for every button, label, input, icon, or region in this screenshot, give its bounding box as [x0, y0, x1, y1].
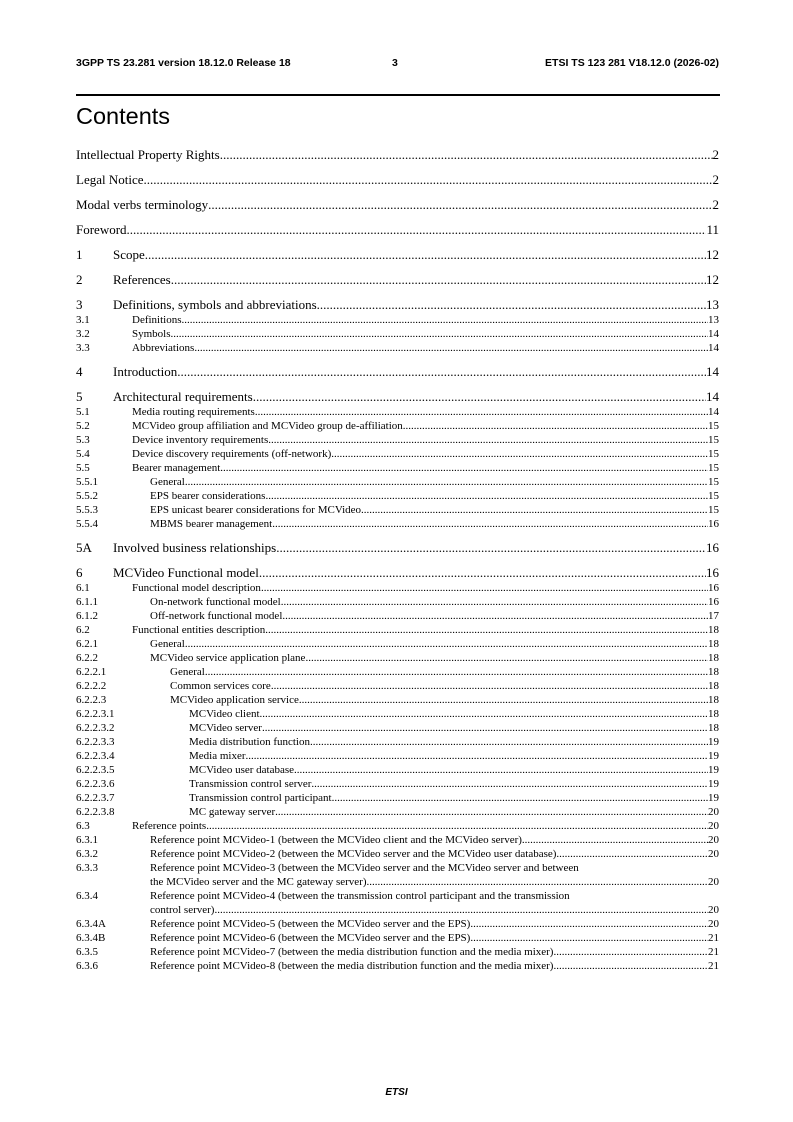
header-rule: [76, 94, 720, 96]
toc-entry[interactable]: [76, 364, 719, 380]
toc-entry-page: 2: [712, 147, 719, 162]
toc-entry-page: 19: [708, 778, 719, 790]
toc-entry[interactable]: [76, 889, 719, 917]
toc-entry[interactable]: [76, 847, 719, 861]
toc-entry-number: 6.2.2.3.3: [76, 736, 115, 748]
toc-leader-dots: [206, 819, 708, 833]
toc-leader-dots: [145, 247, 706, 263]
toc-entry[interactable]: [76, 147, 719, 163]
toc-leader-dots: [246, 749, 708, 763]
toc-entry[interactable]: [76, 581, 719, 595]
page-footer: ETSI: [385, 1087, 408, 1098]
toc-entry-number: 5.4: [76, 448, 90, 460]
toc-entry-number: 3.2: [76, 328, 90, 340]
toc-entry-page: 18: [708, 666, 719, 678]
toc-entry-title: Reference point MCVideo-4 (between the transmission control participant and the transmission: [150, 890, 570, 902]
toc-entry[interactable]: [76, 341, 719, 355]
toc-entry-page: 16: [708, 518, 719, 530]
toc-entry-page: 16: [706, 540, 719, 555]
toc-entry-title: General: [170, 666, 205, 678]
toc-entry[interactable]: [76, 405, 719, 419]
toc-entry-title: MCVideo group affiliation and MCVideo group de-affiliation: [132, 420, 403, 432]
header-page-number: 3: [392, 57, 398, 69]
toc-entry-page: 20: [708, 834, 719, 846]
toc-entry-page: 2: [712, 197, 719, 212]
toc-leader-dots: [553, 959, 708, 973]
toc-entry-number: 5.1: [76, 406, 90, 418]
toc-entry-title: Legal Notice: [76, 172, 144, 187]
toc-entry-title: EPS unicast bearer considerations for MCVideo: [150, 504, 362, 516]
toc-entry[interactable]: [76, 540, 719, 556]
toc-entry[interactable]: [76, 475, 719, 489]
toc-entry-number: 6.3.6: [76, 960, 98, 972]
toc-leader-dots: [294, 763, 708, 777]
toc-entry-number: 3.3: [76, 342, 90, 354]
toc-entry-page: 15: [708, 434, 719, 446]
toc-leader-dots: [214, 903, 708, 917]
toc-entry-title: MCVideo server: [189, 722, 262, 734]
toc-entry[interactable]: [76, 931, 719, 945]
toc-entry-page: 14: [708, 342, 719, 354]
toc-entry-number: 5.5.4: [76, 518, 98, 530]
toc-entry-page: 13: [706, 297, 719, 312]
toc-entry[interactable]: [76, 833, 719, 847]
toc-entry-title: References: [113, 272, 171, 287]
toc-entry-title: MCVideo user database: [189, 764, 295, 776]
toc-entry-page: 18: [708, 694, 719, 706]
toc-entry-number: 6.2.2.3.5: [76, 764, 115, 776]
toc-entry-number: 2: [76, 272, 83, 287]
toc-leader-dots: [171, 272, 706, 288]
toc-leader-dots: [127, 222, 707, 238]
toc-entry-title: Reference point MCVideo-5 (between the MCVideo server and the EPS): [150, 918, 471, 930]
toc-entry-number: 6.2.2.1: [76, 666, 107, 678]
toc-entry-title: MCVideo service application plane: [150, 652, 306, 664]
toc-entry-page: 18: [708, 624, 719, 636]
toc-entry-title: Reference point MCVideo-2 (between the MCVideo server and the MCVideo user database): [150, 848, 557, 860]
toc-leader-dots: [281, 595, 708, 609]
toc-entry-number: 3: [76, 297, 83, 312]
toc-entry-title: Functional model description: [132, 582, 261, 594]
toc-entry-page: 20: [708, 848, 719, 860]
toc-leader-dots: [403, 419, 708, 433]
toc-entry-page: 16: [708, 596, 719, 608]
toc-entry[interactable]: [76, 959, 719, 973]
toc-leader-dots: [265, 623, 708, 637]
toc-leader-dots: [262, 721, 708, 735]
toc-leader-dots: [553, 945, 708, 959]
toc-entry[interactable]: [76, 791, 719, 805]
toc-entry[interactable]: [76, 503, 719, 517]
toc-entry-number: 5.5.3: [76, 504, 98, 516]
toc-entry[interactable]: [76, 172, 719, 188]
toc-entry-title: Media routing requirements: [132, 406, 255, 418]
toc-entry-number: 5.2: [76, 420, 90, 432]
toc-leader-dots: [255, 405, 708, 419]
toc-entry[interactable]: [76, 945, 719, 959]
toc-leader-dots: [268, 433, 708, 447]
toc-entry-number: 6.3.1: [76, 834, 98, 846]
toc-entry-number: 6.2.2.3.4: [76, 750, 115, 762]
toc-entry[interactable]: [76, 461, 719, 475]
toc-entry-number: 5.5: [76, 462, 90, 474]
toc-entry[interactable]: [76, 489, 719, 503]
toc-entry-number: 6.2.2.3.2: [76, 722, 115, 734]
toc-entry[interactable]: [76, 222, 719, 238]
toc-entry[interactable]: [76, 433, 719, 447]
toc-leader-dots: [185, 475, 708, 489]
toc-leader-dots: [311, 777, 708, 791]
toc-entry-title: General: [150, 476, 185, 488]
toc-entry-page: 18: [708, 652, 719, 664]
toc-entry-title: Transmission control server: [189, 778, 312, 790]
toc-entry-number: 6.2.2: [76, 652, 98, 664]
toc-entry-page: 14: [706, 389, 719, 404]
toc-entry-title: MCVideo client: [189, 708, 260, 720]
toc-entry[interactable]: [76, 313, 719, 327]
toc-leader-dots: [265, 489, 708, 503]
toc-entry-title: control server): [150, 904, 215, 916]
toc-entry-page: 15: [708, 490, 719, 502]
toc-entry-title: Reference point MCVideo-8 (between the media distribution function and the media mixer): [150, 960, 554, 972]
toc-entry-number: 6.1: [76, 582, 90, 594]
toc-entry-title: Device discovery requirements (off-network): [132, 448, 332, 460]
toc-entry-number: 6.3: [76, 820, 90, 832]
toc-entry-page: 20: [708, 806, 719, 818]
toc-entry[interactable]: [76, 272, 719, 288]
toc-entry-number: 6.2.1: [76, 638, 98, 650]
header-spec-version: 3GPP TS 23.281 version 18.12.0 Release 18: [76, 57, 291, 69]
toc-entry-page: 21: [708, 946, 719, 958]
toc-entry-number: 6.3.4B: [76, 932, 106, 944]
toc-entry-number: 6.2.2.3.6: [76, 778, 115, 790]
toc-entry-number: 5A: [76, 540, 92, 555]
toc-entry-page: 13: [708, 314, 719, 326]
toc-entry-number: 5.5.2: [76, 490, 98, 502]
toc-entry-page: 17: [708, 610, 719, 622]
toc-entry-title: Definitions: [132, 314, 182, 326]
toc-leader-dots: [522, 833, 708, 847]
toc-leader-dots: [299, 693, 708, 707]
toc-leader-dots: [194, 341, 708, 355]
toc-entry-number: 6.2.2.3.1: [76, 708, 115, 720]
toc-entry-page: 21: [708, 960, 719, 972]
toc-entry[interactable]: [76, 327, 719, 341]
toc-entry-number: 6.2.2.2: [76, 680, 107, 692]
toc-leader-dots: [171, 327, 708, 341]
toc-leader-dots: [182, 313, 709, 327]
toc-entry-title: Off-network functional model: [150, 610, 283, 622]
toc-entry-page: 20: [708, 918, 719, 930]
toc-entry[interactable]: [76, 637, 719, 651]
toc-leader-dots: [144, 172, 713, 188]
toc-entry-page: 19: [708, 764, 719, 776]
toc-entry[interactable]: [76, 197, 719, 213]
toc-entry-page: 14: [706, 364, 719, 379]
toc-entry-title: Functional entities description: [132, 624, 266, 636]
toc-entry-page: 18: [708, 708, 719, 720]
toc-entry-number: 6.2.2.3: [76, 694, 107, 706]
toc-entry-title: Foreword: [76, 222, 127, 237]
toc-entry-page: 20: [708, 904, 719, 916]
toc-leader-dots: [556, 847, 708, 861]
toc-entry[interactable]: [76, 623, 719, 637]
toc-leader-dots: [253, 389, 706, 405]
toc-entry-page: 15: [708, 462, 719, 474]
toc-leader-dots: [259, 565, 706, 581]
toc-entry-title: Scope: [113, 247, 145, 262]
toc-entry-title: Involved business relationships: [113, 540, 277, 555]
toc-entry[interactable]: [76, 819, 719, 833]
toc-entry-title: Reference point MCVideo-7 (between the media distribution function and the media mixer): [150, 946, 554, 958]
toc-entry[interactable]: [76, 777, 719, 791]
toc-entry-number: 6.3.4A: [76, 918, 106, 930]
toc-leader-dots: [185, 637, 708, 651]
toc-entry-title: Reference point MCVideo-3 (between the MCVideo server and the MCVideo server and between: [150, 862, 579, 874]
toc-entry-number: 5: [76, 389, 83, 404]
toc-entry-title: Media distribution function: [189, 736, 310, 748]
toc-leader-dots: [361, 503, 708, 517]
toc-entry[interactable]: [76, 595, 719, 609]
toc-entry[interactable]: [76, 707, 719, 721]
toc-entry-page: 20: [708, 876, 719, 888]
toc-entry[interactable]: [76, 749, 719, 763]
toc-entry-number: 6.2: [76, 624, 90, 636]
toc-entry-page: 21: [708, 932, 719, 944]
toc-entry[interactable]: [76, 721, 719, 735]
toc-entry-page: 12: [706, 272, 719, 287]
toc-entry-title: On-network functional model: [150, 596, 281, 608]
table-of-contents: [76, 147, 719, 973]
toc-leader-dots: [332, 791, 708, 805]
toc-entry-page: 19: [708, 736, 719, 748]
toc-entry[interactable]: [76, 447, 719, 461]
toc-entry-page: 18: [708, 638, 719, 650]
toc-entry-page: 2: [712, 172, 719, 187]
toc-entry[interactable]: [76, 693, 719, 707]
toc-entry-page: 20: [708, 820, 719, 832]
toc-entry[interactable]: [76, 763, 719, 777]
toc-entry[interactable]: [76, 735, 719, 749]
toc-entry-number: 6: [76, 565, 83, 580]
toc-entry-page: 16: [706, 565, 719, 580]
toc-leader-dots: [317, 297, 706, 313]
toc-entry-title: MCVideo Functional model: [113, 565, 259, 580]
toc-entry-page: 14: [708, 406, 719, 418]
toc-entry[interactable]: [76, 679, 719, 693]
toc-entry-number: 6.1.2: [76, 610, 98, 622]
toc-entry-page: 15: [708, 420, 719, 432]
toc-entry-number: 6.3.3: [76, 862, 98, 874]
toc-entry-number: 6.1.1: [76, 596, 98, 608]
toc-entry[interactable]: [76, 389, 719, 405]
toc-entry[interactable]: [76, 297, 719, 313]
page-title: Contents: [76, 103, 171, 129]
toc-leader-dots: [275, 805, 708, 819]
toc-leader-dots: [470, 917, 708, 931]
toc-entry-page: 18: [708, 722, 719, 734]
toc-entry[interactable]: [76, 609, 719, 623]
toc-entry-number: 3.1: [76, 314, 90, 326]
toc-entry-page: 15: [708, 504, 719, 516]
toc-entry[interactable]: [76, 917, 719, 931]
toc-leader-dots: [177, 364, 706, 380]
toc-entry-title: Reference points: [132, 820, 207, 832]
toc-entry-page: 15: [708, 448, 719, 460]
toc-leader-dots: [205, 665, 708, 679]
toc-entry[interactable]: [76, 517, 719, 531]
toc-leader-dots: [276, 540, 706, 556]
page-header: [76, 57, 719, 73]
toc-entry-page: 19: [708, 750, 719, 762]
toc-entry-page: 11: [706, 222, 719, 237]
toc-entry-number: 6.3.5: [76, 946, 98, 958]
toc-entry-number: 6.3.2: [76, 848, 98, 860]
toc-leader-dots: [282, 609, 708, 623]
toc-leader-dots: [261, 581, 708, 595]
toc-entry[interactable]: [76, 805, 719, 819]
toc-entry-title: General: [150, 638, 185, 650]
toc-entry-number: 6.2.2.3.7: [76, 792, 115, 804]
toc-entry[interactable]: [76, 665, 719, 679]
toc-entry-number: 5.3: [76, 434, 90, 446]
toc-entry-page: 15: [708, 476, 719, 488]
toc-entry-page: 16: [708, 582, 719, 594]
toc-entry-number: 1: [76, 247, 83, 262]
toc-entry-title: the MCVideo server and the MC gateway server): [150, 876, 367, 888]
toc-entry-title: Intellectual Property Rights: [76, 147, 220, 162]
toc-entry-title: Introduction: [113, 364, 178, 379]
toc-entry-number: 6.3.4: [76, 890, 98, 902]
toc-entry[interactable]: [76, 247, 719, 263]
toc-entry-number: 4: [76, 364, 83, 379]
toc-leader-dots: [220, 147, 713, 163]
toc-entry[interactable]: [76, 565, 719, 581]
toc-entry-title: Common services core: [170, 680, 271, 692]
toc-entry-page: 12: [706, 247, 719, 262]
toc-leader-dots: [260, 707, 708, 721]
toc-entry-title: Modal verbs terminology: [76, 197, 209, 212]
toc-entry[interactable]: [76, 861, 719, 889]
toc-leader-dots: [220, 461, 708, 475]
toc-entry-title: Device inventory requirements: [132, 434, 269, 446]
toc-entry[interactable]: [76, 419, 719, 433]
toc-leader-dots: [367, 875, 708, 889]
toc-entry-title: Definitions, symbols and abbreviations: [113, 297, 317, 312]
toc-entry-title: Symbols: [132, 328, 171, 340]
toc-leader-dots: [310, 735, 708, 749]
toc-entry-page: 14: [708, 328, 719, 340]
toc-entry-title: Reference point MCVideo-6 (between the MCVideo server and the EPS): [150, 932, 471, 944]
toc-leader-dots: [305, 651, 708, 665]
toc-leader-dots: [331, 447, 708, 461]
toc-leader-dots: [208, 197, 712, 213]
toc-leader-dots: [470, 931, 708, 945]
toc-entry-title: Architectural requirements: [113, 389, 253, 404]
toc-leader-dots: [272, 517, 708, 531]
toc-entry-title: MC gateway server: [189, 806, 276, 818]
toc-entry-page: 19: [708, 792, 719, 804]
toc-entry-number: 6.2.2.3.8: [76, 806, 115, 818]
toc-entry-number: 5.5.1: [76, 476, 98, 488]
toc-entry-title: Abbreviations: [132, 342, 195, 354]
toc-entry-title: Media mixer: [189, 750, 246, 762]
toc-entry-title: Bearer management: [132, 462, 221, 474]
header-etsi-reference: ETSI TS 123 281 V18.12.0 (2026-02): [545, 57, 719, 69]
toc-entry-page: 18: [708, 680, 719, 692]
toc-entry-title: MBMS bearer management: [150, 518, 273, 530]
toc-leader-dots: [271, 679, 708, 693]
toc-entry-title: EPS bearer considerations: [150, 490, 266, 502]
toc-entry[interactable]: [76, 651, 719, 665]
toc-entry-title: Transmission control participant: [189, 792, 332, 804]
toc-entry-title: Reference point MCVideo-1 (between the MCVideo client and the MCVideo server): [150, 834, 522, 846]
toc-entry-title: MCVideo application service: [170, 694, 299, 706]
